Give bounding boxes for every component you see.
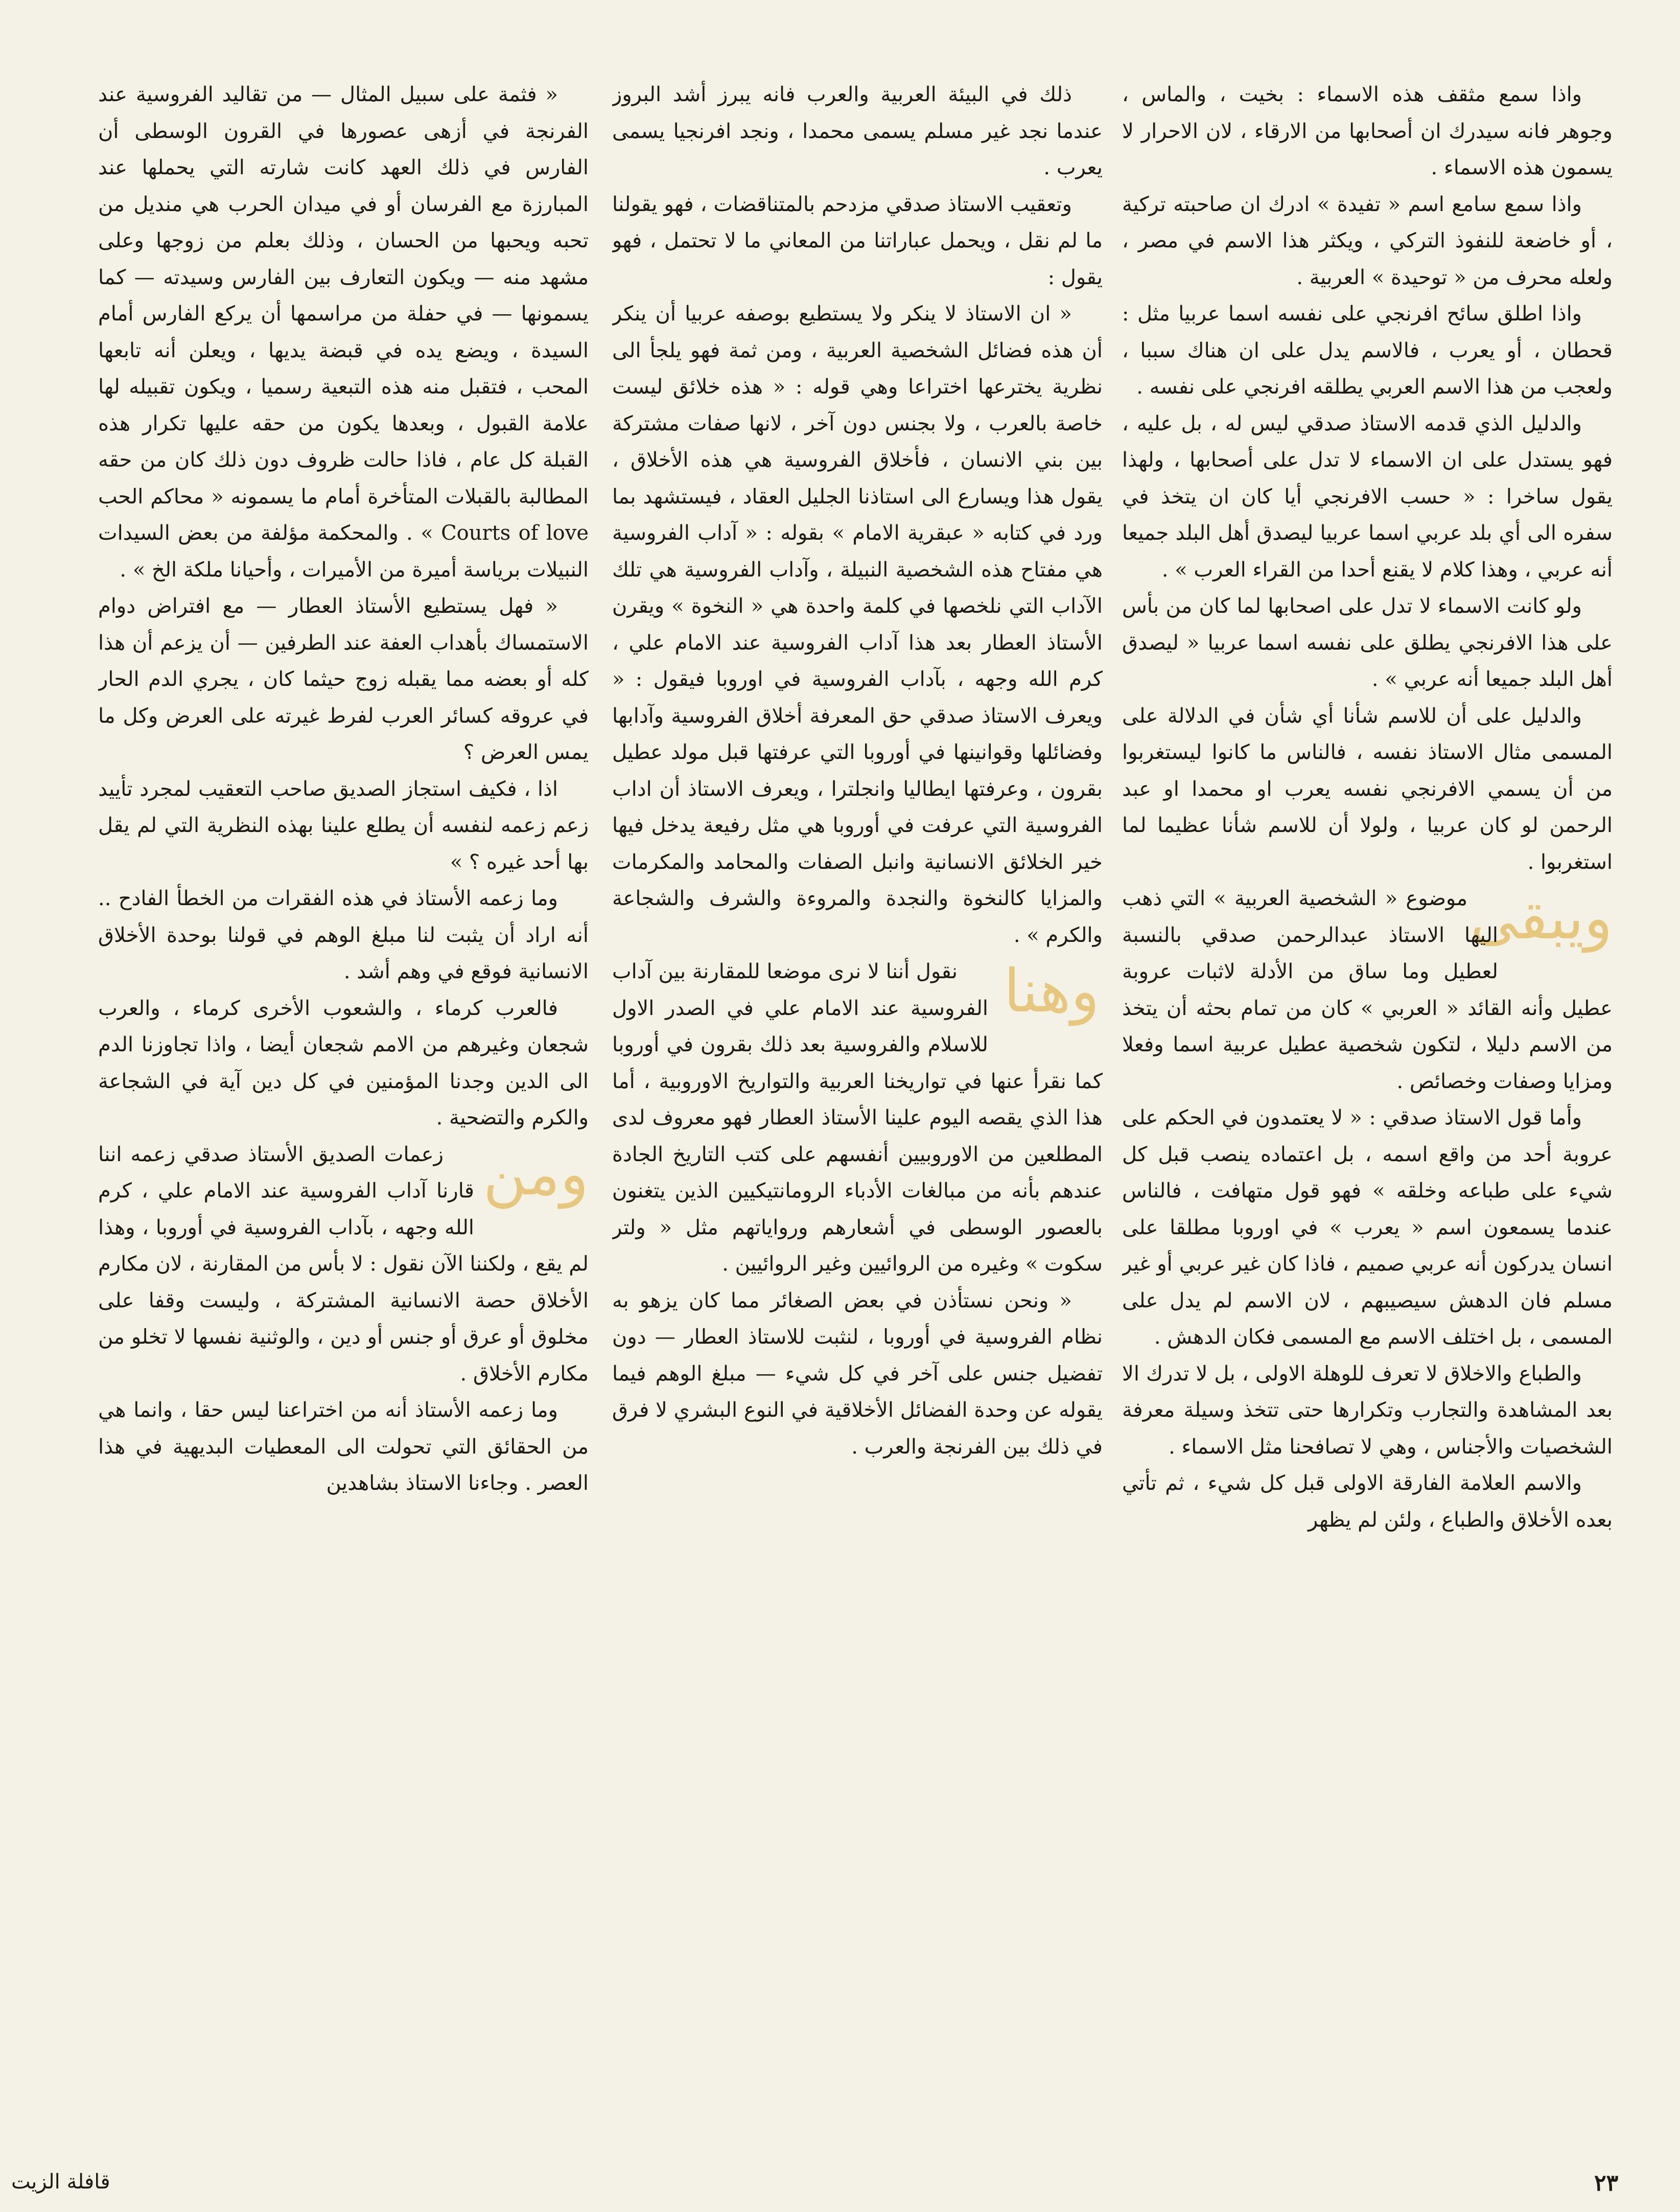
paragraph: ذلك في البيئة العربية والعرب فانه يبرز أشد البروز عندما نجد غير مسلم يسمى محمدا ، ونجد افرنجيا يسمى يعرب .	[612, 83, 1103, 179]
decorative-initial-word: ومن	[483, 1139, 589, 1209]
paragraph: موضوع « الشخصية العربية » التي ذهب اليها الاستاذ عبدالرحمن صدقي بالنسبة لعطيل وما ساق من الأدلة لاثبات عروبة عطيل وأنه القائد « العربي » كان من تمام بحثه أن يتخذ من الاسم دليلا ، لتكون شخصية عطيل عربية اسما وفعلا ومزايا وصفات وخصائص .	[1122, 887, 1613, 1093]
paragraph: وما زعمه الأستاذ في هذه الفقرات من الخطأ الفادح .. أنه اراد أن يثبت لنا مبلغ الوهم في قولنا بوحدة الأخلاق الانسانية فوقع في وهم أشد .	[98, 887, 589, 983]
paragraph: والاسم العلامة الفارقة الاولى قبل كل شيء ، ثم تأتي بعده الأخلاق والطباع ، ولئن لم يظهر	[1122, 1471, 1613, 1532]
page-number: ٢٣	[1594, 2170, 1619, 2196]
paragraph: والطباع والاخلاق لا تعرف للوهلة الاولى ، بل لا تدرك الا بعد المشاهدة والتجارب وتكرارها حتى تتخذ وسيلة معرفة الشخصيات والأجناس ، وهي لا تصافحنا مثل الاسماء .	[1122, 1362, 1613, 1459]
paragraph: « ونحن نستأذن في بعض الصغائر مما كان يزهو به نظام الفروسية في أوروبا ، لنثبت للاستاذ العطار — دون تفضيل جنس على آخر في كل شيء — مبلغ الوهم فيما يقوله عن وحدة الفضائل الأخلاقية في النوع البشري لا فرق في ذلك بين الفرنجة والعرب .	[612, 1288, 1103, 1459]
paragraph: « فهل يستطيع الأستاذ العطار — مع افتراض دوام الاستمساك بأهداب العفة عند الطرفين — أن يزعم أن هذا كله أو بعضه مما يقبله زوج حيثما كان ، يجري الدم الحار في عروقه كسائر العرب لفرط غيرته على العرض وكل ما يمس العرض ؟	[98, 594, 589, 764]
paragraph: والدليل على أن للاسم شأنا أي شأن في الدلالة على المسمى مثال الاستاذ نفسه ، فالناس ما كانوا ليستغربوا من أن يسمي الافرنجي نفسه يعرب او محمدا او عبد الرحمن لو كان عربيا ، ولولا أن للاسم شأنا عظيما لما استغربوا .	[1122, 704, 1613, 874]
paragraph: فالعرب كرماء ، والشعوب الأخرى كرماء ، والعرب شجعان وغيرهم من الامم شجعان أيضا ، واذا تجاوزنا الدم الى الدين وجدنا المؤمنين في كل دين آية في الشجاعة والكرم والتضحية .	[98, 996, 589, 1130]
paragraph: وما زعمه الأستاذ أنه من اختراعنا ليس حقا ، وانما هي من الحقائق التي تحولت الى المعطيات البديهية في هذا العصر . وجاءنا الاستاذ بشاهدين	[98, 1398, 589, 1495]
paragraph: « فثمة على سبيل المثال — من تقاليد الفروسية عند الفرنجة في أزهى عصورها في القرون الوسطى أن الفارس في ذلك العهد كانت شارته التي يحملها عند المبارزة مع الفرسان أو في ميدان الحرب هي منديل من تحبه ويحبها من الحسان ، وذلك بعلم من زوجها وعلى مشهد منه — ويكون التعارف بين الفارس وسيدته — كما يسمونها — في حفلة من مراسمها أن يركع الفارس أمام السيدة ، ويضع يده في قبضة يديها ، ويعلن أنه تابعها المحب ، فتقبل منه هذه التبعية رسميا ، ويكون تقبيله لها علامة القبول ، وبعدها يكون من حقه عليها تكرار هذه القبلة كل عام ، فاذا حالت ظروف دون ذلك كان من حقه المطالبة بالقبلات المتأخرة أمام ما يسمونه « محاكم الحب Courts of love » . والمحكمة مؤلفة من بعض السيدات النبيلات برياسة أميرة من الأميرات ، وأحيانا ملكة الخ » .	[98, 83, 589, 582]
column-middle	[612, 77, 1103, 2126]
decorative-initial-word: وهنا	[1004, 957, 1100, 1026]
decorative-initial-word: ويبقى	[1470, 884, 1613, 953]
paragraph: اذا ، فكيف استجاز الصديق صاحب التعقيب لمجرد تأييد زعم زعمه لنفسه أن يطلع علينا بهذه النظرية التي لم يقل بها أحد غيره ؟ »	[98, 777, 589, 874]
paragraph: واذا سمع سامع اسم « تفيدة » ادرك ان صاحبته تركية ، أو خاضعة للنفوذ التركي ، ويكثر هذا الاسم في مصر ، ولعله محرف من « توحيدة » العربية .	[1122, 192, 1613, 289]
paragraph: وتعقيب الاستاذ صدقي مزدحم بالمتناقضات ، فهو يقولنا ما لم نقل ، ويحمل عباراتنا من المعاني ما لا تحتمل ، فهو يقول :	[612, 192, 1103, 289]
paragraph: نقول أننا لا نرى موضعا للمقارنة بين آداب الفروسية عند الامام علي في الصدر الاول للاسلام والفروسية بعد ذلك بقرون في أوروبا كما نقرأ عنها في تواريخنا العربية والتواريخ الاوروبية ، أما هذا الذي يقصه اليوم علينا الأستاذ العطار فهو معروف لدى المطلعين من الاوروبيين أنفسهم على كتب التاريخ الجادة عندهم بأنه من مبالغات الأدباء الرومانتيكيين الذين يتغنون بالعصور الوسطى في أشعارهم ورواياتهم مثل « ولتر سكوت » وغيره من الروائيين وغير الروائيين .	[612, 960, 1103, 1276]
column-left	[98, 77, 589, 2126]
paragraph: واذا سمع مثقف هذه الاسماء : بخيت ، والماس ، وجوهر فانه سيدرك ان أصحابها من الارقاء ، لان الاحرار لا يسمون هذه الاسماء .	[1122, 83, 1613, 179]
paragraph: « ان الاستاذ لا ينكر ولا يستطيع بوصفه عربيا أن ينكر أن هذه فضائل الشخصية العربية ، ومن ثمة فهو يلجأ الى نظرية يخترعها اختراعا وهي قوله : « هذه خلائق ليست خاصة بالعرب ، ولا بجنس دون آخر ، لانها صفات مشتركة بين بني الانسان ، فأخلاق الفروسية هي هذه الأخلاق ، يقول هذا ويسارع الى استاذنا الجليل العقاد ، فيستشهد بما ورد في كتابه « عبقرية الامام » بقوله : « آداب الفروسية هي مفتاح هذه الشخصية النبيلة ، وآداب الفروسية هي تلك الآداب التي نلخصها في كلمة واحدة هي « النخوة » ويقرن الأستاذ العطار بعد هذا آداب الفروسية عند الامام علي ، كرم الله وجهه ، بآداب الفروسية في اوروبا فيقول : « ويعرف الاستاذ صدقي حق المعرفة أخلاق الفروسية وآدابها وفضائلها وقوانينها في أوروبا التي عرفتها قبل مولد عطيل بقرون ، وعرفتها ايطاليا وانجلترا ، ويعرف الاستاذ أن اداب الفروسية التي عرفت في أوروبا هي مثل رفيعة يدخل فيها خير الخلائق الانسانية وانبل الصفات والمحامد والمكرمات والمزايا كالنخوة والنجدة والمروءة والشرف والشجاعة والكرم » .	[612, 302, 1103, 947]
paragraph: زعمات الصديق الأستاذ صدقي زعمه اننا قارنا آداب الفروسية عند الامام علي ، كرم الله وجهه ، بآداب الفروسية في أوروبا ، وهذا لم يقع ، ولكننا الآن نقول : لا بأس من المقارنة ، لان مكارم الأخلاق حصة الانسانية المشتركة ، وليست وقفا على مخلوق أو عرق أو جنس أو دين ، والوثنية نفسها لا تخلو من مكارم الأخلاق .	[98, 1142, 589, 1386]
column-right	[1122, 77, 1613, 2126]
magazine-name: قافلة الزيت	[11, 2170, 110, 2194]
paragraph: ولو كانت الاسماء لا تدل على اصحابها لما كان من بأس على هذا الافرنجي يطلق على نفسه اسما عربيا « ليصدق أهل البلد جميعا أنه عربي » .	[1122, 594, 1613, 691]
paragraph: والدليل الذي قدمه الاستاذ صدقي ليس له ، بل عليه ، فهو يستدل على ان الاسماء لا تدل على أصحابها ، ولهذا يقول ساخرا : « حسب الافرنجي أيا كان ان يتخذ في سفره الى أي بلد عربي اسما عربيا ليصدق أهل البلد جميعا أنه عربي ، وهذا كلام لا يقنع أحدا من القراء العرب » .	[1122, 411, 1613, 582]
paragraph: واذا اطلق سائح افرنجي على نفسه اسما عربيا مثل : قحطان ، أو يعرب ، فالاسم يدل على ان هناك سببا ، ولعجب من هذا الاسم العربي يطلقه افرنجي على نفسه .	[1122, 302, 1613, 399]
paragraph: وأما قول الاستاذ صدقي : « لا يعتمدون في الحكم على عروبة أحد من واقع اسمه ، بل اعتماده ينصب قبل كل شيء على طباعه وخلقه » فهو قول متهافت ، فالناس عندما يسمعون اسم « يعرب » في اوروبا مطلقا على انسان يدركون أنه عربي صميم ، فاذا كان غير عربي أو غير مسلم فان الدهش سيصيبهم ، لان الاسم لم يدل على المسمى ، بل اختلف الاسم مع المسمى فكان الدهش .	[1122, 1106, 1613, 1349]
